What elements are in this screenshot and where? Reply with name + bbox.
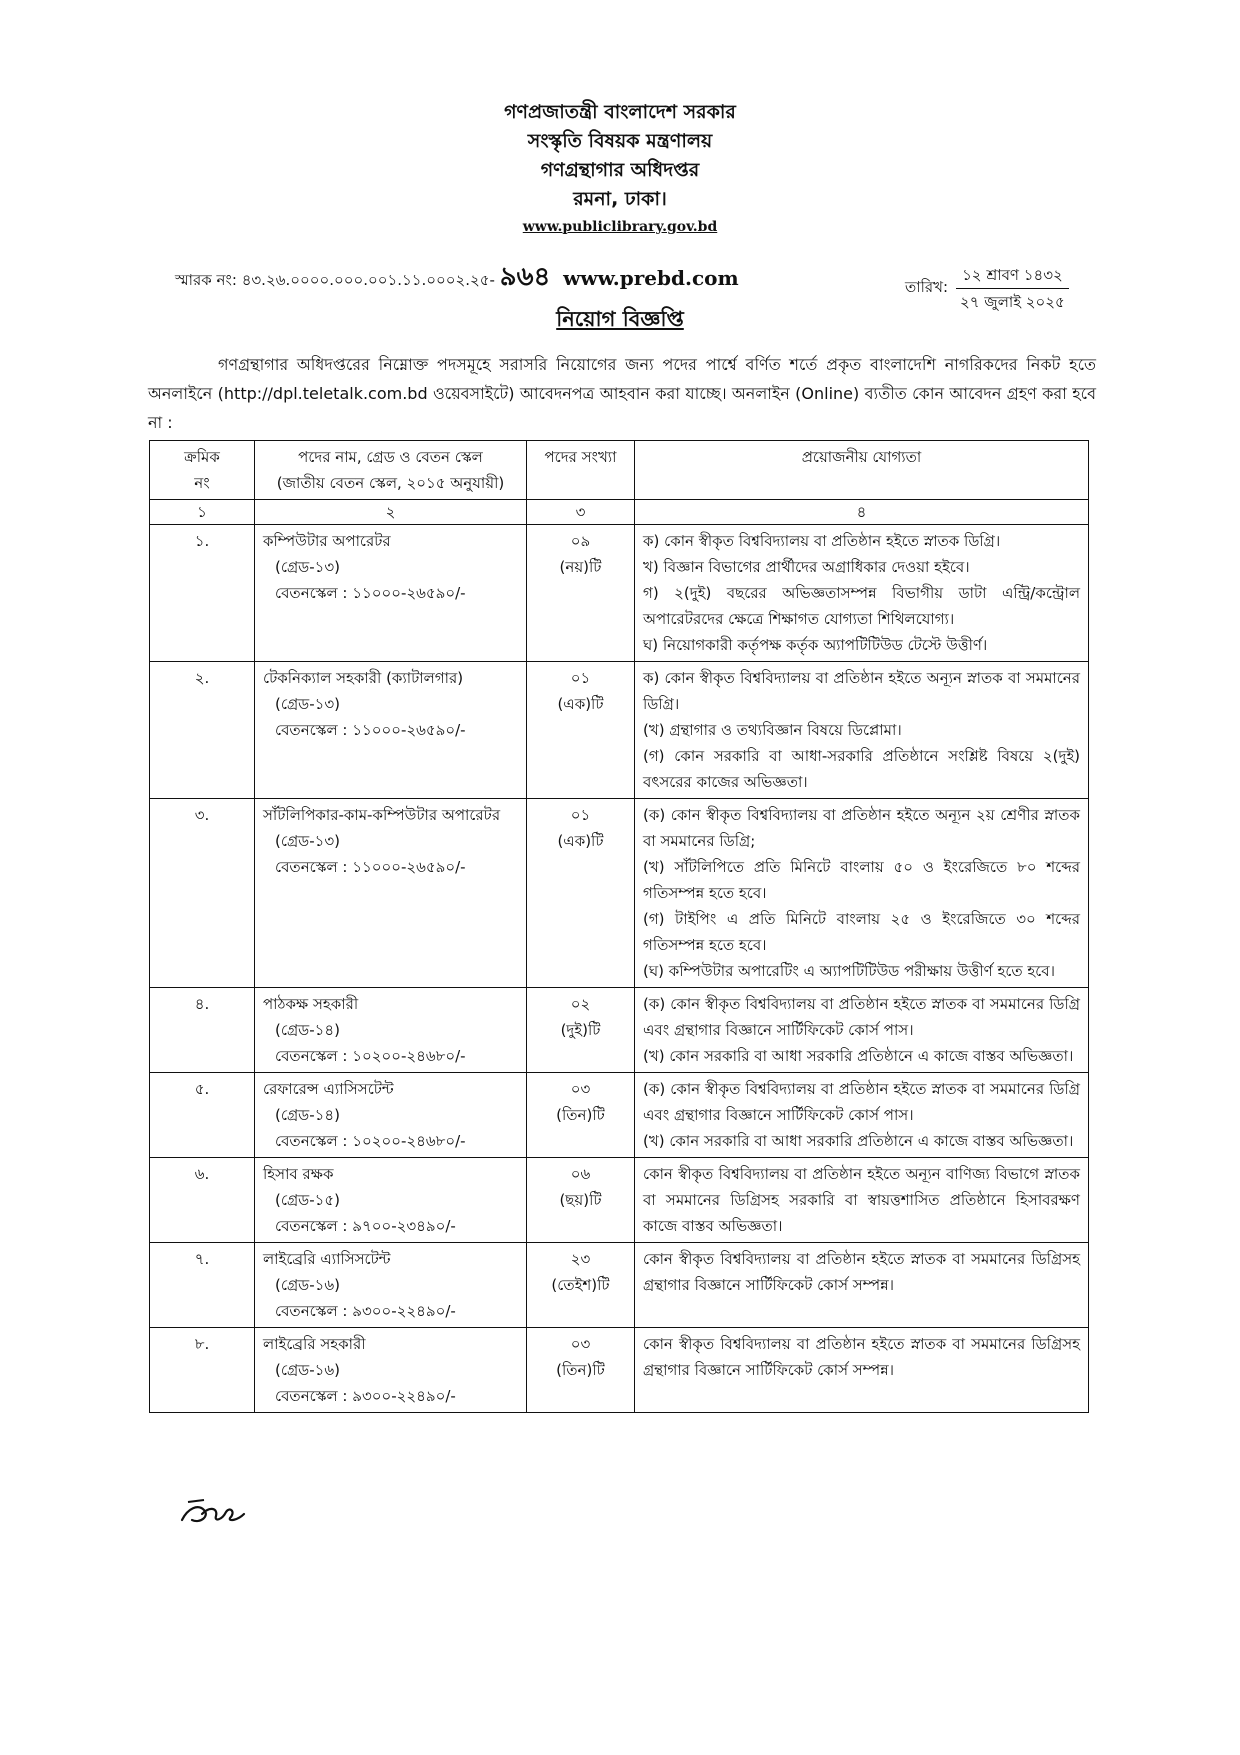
government-name: গণপ্রজাতন্ত্রী বাংলাদেশ সরকার bbox=[504, 101, 736, 123]
column-number: ৩ bbox=[527, 500, 635, 525]
post-name: টেকনিক্যাল সহকারী (ক্যাটালগার) bbox=[263, 669, 464, 687]
post-count: ০১ bbox=[570, 669, 591, 687]
qualification-item: (গ) টাইপিং এ প্রতি মিনিটে বাংলায় ২৫ ও ইংরেজিতে ৩০ শব্দের গতিসম্পন্ন হতে হবে। bbox=[643, 910, 1080, 954]
qualification-item: কোন স্বীকৃত বিশ্ববিদ্যালয় বা প্রতিষ্ঠান হইতে স্নাতক বা সমমানের ডিগ্রিসহ গ্রন্থাগার বিজ্ঞানে সার্টিফিকেট কোর্স সম্পন্ন। bbox=[643, 1250, 1080, 1294]
post-pay-scale: বেতনস্কেল : ১০২০০-২৪৬৮০/- bbox=[275, 1132, 466, 1150]
row-qualification bbox=[635, 525, 1089, 662]
row-serial: ২. bbox=[150, 662, 255, 799]
row-serial: ৮. bbox=[150, 1328, 255, 1413]
row-qualification bbox=[635, 988, 1089, 1073]
table-row bbox=[150, 525, 1089, 662]
post-name: রেফারেন্স এ্যাসিসটেন্ট bbox=[263, 1080, 394, 1098]
post-count: ০৩ bbox=[570, 1080, 591, 1098]
website-link[interactable]: www.publiclibrary.gov.bd bbox=[522, 219, 718, 235]
table-row bbox=[150, 1073, 1089, 1158]
address: রমনা, ঢাকা। bbox=[573, 188, 667, 210]
post-count-words: (নয়)টি bbox=[559, 558, 602, 576]
qualification-item: কোন স্বীকৃত বিশ্ববিদ্যালয় বা প্রতিষ্ঠান হইতে স্নাতক বা সমমানের ডিগ্রিসহ গ্রন্থাগার বিজ্ঞানে সার্টিফিকেট কোর্স সম্পন্ন। bbox=[643, 1335, 1080, 1379]
post-count-words: (এক)টি bbox=[557, 832, 604, 850]
row-qualification bbox=[635, 662, 1089, 799]
post-grade: (গ্রেড-১৬) bbox=[275, 1276, 340, 1294]
row-post bbox=[255, 662, 527, 799]
memo-prefix: স্মারক নং: ৪৩.২৬.০০০০.০০০.০০১.১১.০০০২.২৫- bbox=[175, 271, 495, 289]
post-count-words: (তেইশ)টি bbox=[551, 1276, 610, 1294]
row-count bbox=[527, 1243, 635, 1328]
qualification-item: (ঘ) কম্পিউটার অপারেটিং এ অ্যাপটিটিউড পরীক্ষায় উত্তীর্ণ হতে হবে। bbox=[643, 962, 1056, 980]
header-post: পদের নাম, গ্রেড ও বেতন স্কেল (জাতীয় বেতন স্কেল, ২০১৫ অনুযায়ী) bbox=[255, 441, 527, 500]
post-name: পাঠকক্ষ সহকারী bbox=[263, 995, 359, 1013]
post-count-words: (এক)টি bbox=[557, 695, 604, 713]
qualification-item: (খ) গ্রন্থাগার ও তথ্যবিজ্ঞান বিষয়ে ডিপ্লোমা। bbox=[643, 721, 902, 739]
post-pay-scale: বেতনস্কেল : ৯৭০০-২৩৪৯০/- bbox=[275, 1217, 456, 1235]
row-count bbox=[527, 662, 635, 799]
qualification-item: (খ) কোন সরকারি বা আধা সরকারি প্রতিষ্ঠানে এ কাজে বাস্তব অভিজ্ঞতা। bbox=[643, 1047, 1074, 1065]
row-serial: ৬. bbox=[150, 1158, 255, 1243]
row-serial: ১. bbox=[150, 525, 255, 662]
row-count bbox=[527, 1328, 635, 1413]
row-qualification bbox=[635, 1328, 1089, 1413]
table-row bbox=[150, 1243, 1089, 1328]
qualification-item: গ) ২(দুই) বছরের অভিজ্ঞতাসম্পন্ন বিভাগীয় ডাটা এন্ট্রি/কন্ট্রোল অপারেটরদের ক্ষেত্রে শিক্ষাগত যোগ্যতা শিথিলযোগ্য। bbox=[643, 584, 1080, 628]
post-count-words: (ছয়)টি bbox=[559, 1191, 602, 1209]
row-serial: ৪. bbox=[150, 988, 255, 1073]
table-row bbox=[150, 1328, 1089, 1413]
table-row bbox=[150, 799, 1089, 988]
row-count bbox=[527, 1158, 635, 1243]
column-number: ৪ bbox=[635, 500, 1089, 525]
letterhead bbox=[0, 98, 1240, 240]
memo-handwritten-number: ৯৬৪ bbox=[499, 262, 551, 292]
header-serial: ক্রমিক নং bbox=[150, 441, 255, 500]
notice-title-text: নিয়োগ বিজ্ঞপ্তি bbox=[556, 307, 684, 331]
post-grade: (গ্রেড-১৫) bbox=[275, 1191, 340, 1209]
post-grade: (গ্রেড-১৬) bbox=[275, 1361, 340, 1379]
column-number: ১ bbox=[150, 500, 255, 525]
notice-title bbox=[0, 303, 1240, 338]
row-post bbox=[255, 1328, 527, 1413]
post-name: হিসাব রক্ষক bbox=[263, 1165, 334, 1183]
header-qualification: প্রয়োজনীয় যোগ্যতা bbox=[635, 441, 1089, 500]
row-count bbox=[527, 799, 635, 988]
post-count: ০৬ bbox=[570, 1165, 591, 1183]
ministry-name: সংস্কৃতি বিষয়ক মন্ত্রণালয় bbox=[527, 130, 713, 152]
qualification-item: ক) কোন স্বীকৃত বিশ্ববিদ্যালয় বা প্রতিষ্ঠান হইতে স্নাতক ডিগ্রি। bbox=[643, 532, 1001, 550]
row-count bbox=[527, 525, 635, 662]
post-count: ২৩ bbox=[570, 1250, 591, 1268]
qualification-item: (ক) কোন স্বীকৃত বিশ্ববিদ্যালয় বা প্রতিষ্ঠান হইতে স্নাতক বা সমমানের ডিগ্রি এবং গ্রন্থাগার বিজ্ঞানে সার্টিফিকেট কোর্স পাস। bbox=[643, 1080, 1080, 1124]
row-post bbox=[255, 1243, 527, 1328]
post-grade: (গ্রেড-১৩) bbox=[275, 832, 340, 850]
post-pay-scale: বেতনস্কেল : ৯৩০০-২২৪৯০/- bbox=[275, 1302, 456, 1320]
row-qualification bbox=[635, 1243, 1089, 1328]
signature-icon bbox=[178, 1490, 248, 1530]
qualification-item: ঘ) নিয়োগকারী কর্তৃপক্ষ কর্তৃক অ্যাপটিটিউড টেস্টে উত্তীর্ণ। bbox=[643, 636, 988, 654]
intro-paragraph: গণগ্রন্থাগার অধিদপ্তরের নিম্নোক্ত পদসমূহে সরাসরি নিয়োগের জন্য পদের পার্শ্বে বর্ণিত শর্তে প্রকৃত বাংলাদেশি নাগরিকদের নিকট হতে অনলাইনে (http://dpl.teletalk.com.bd ওয়েবসাইটে) আবেদনপত্র আহবান করা যাচ্ছে। অনলাইন (Online) ব্যতীত কোন আবেদন গ্রহণ করা হবে না : bbox=[148, 355, 1096, 432]
post-count: ০৯ bbox=[570, 532, 591, 550]
qualification-item: (গ) কোন সরকারি বা আধা-সরকারি প্রতিষ্ঠানে সংশ্লিষ্ট বিষয়ে ২(দুই) বৎসরের কাজের অভিজ্ঞতা। bbox=[643, 747, 1080, 791]
post-grade: (গ্রেড-১৪) bbox=[275, 1021, 340, 1039]
row-post bbox=[255, 1158, 527, 1243]
qualification-item: (খ) সাঁটলিপিতে প্রতি মিনিটে বাংলায় ৫০ ও ইংরেজিতে ৮০ শব্দের গতিসম্পন্ন হতে হবে। bbox=[643, 858, 1080, 902]
post-grade: (গ্রেড-১৩) bbox=[275, 695, 340, 713]
post-name: লাইব্রেরি সহকারী bbox=[263, 1335, 366, 1353]
date-bangla: ১২ শ্রাবণ ১৪৩২ bbox=[956, 262, 1069, 289]
post-pay-scale: বেতনস্কেল : ১০২০০-২৪৬৮০/- bbox=[275, 1047, 466, 1065]
post-count: ০২ bbox=[570, 995, 591, 1013]
table-row bbox=[150, 1158, 1089, 1243]
row-post bbox=[255, 799, 527, 988]
post-pay-scale: বেতনস্কেল : ১১০০০-২৬৫৯০/- bbox=[275, 584, 466, 602]
row-post bbox=[255, 988, 527, 1073]
post-name: কম্পিউটার অপারেটর bbox=[263, 532, 391, 550]
row-post bbox=[255, 525, 527, 662]
qualification-item: কোন স্বীকৃত বিশ্ববিদ্যালয় বা প্রতিষ্ঠান হইতে অন্যূন বাণিজ্য বিভাগে স্নাতক বা সমমানের ডিগ্রিসহ সরকারি বা স্বায়ত্তশাসিত প্রতিষ্ঠানে হিসাবরক্ষণ কাজে বাস্তব অভিজ্ঞতা। bbox=[643, 1165, 1080, 1235]
row-serial: ৫. bbox=[150, 1073, 255, 1158]
posts-table bbox=[149, 440, 1089, 1413]
qualification-item: ক) কোন স্বীকৃত বিশ্ববিদ্যালয় বা প্রতিষ্ঠান হইতে অন্যূন স্নাতক বা সমমানের ডিগ্রি। bbox=[643, 669, 1080, 713]
column-number-row bbox=[150, 500, 1089, 525]
post-name: সাঁটলিপিকার-কাম-কম্পিউটার অপারেটর bbox=[263, 806, 501, 824]
post-pay-scale: বেতনস্কেল : ১১০০০-২৬৫৯০/- bbox=[275, 721, 466, 739]
table-header-row bbox=[150, 441, 1089, 500]
post-name: লাইব্রেরি এ্যাসিসটেন্ট bbox=[263, 1250, 391, 1268]
table-row bbox=[150, 662, 1089, 799]
post-count: ০৩ bbox=[570, 1335, 591, 1353]
post-count-words: (দুই)টি bbox=[560, 1021, 601, 1039]
row-qualification bbox=[635, 1073, 1089, 1158]
post-grade: (গ্রেড-১৩) bbox=[275, 558, 340, 576]
post-count-words: (তিন)টি bbox=[556, 1106, 605, 1124]
table-row bbox=[150, 988, 1089, 1073]
post-pay-scale: বেতনস্কেল : ৯৩০০-২২৪৯০/- bbox=[275, 1387, 456, 1405]
qualification-item: খ) বিজ্ঞান বিভাগের প্রার্থীদের অগ্রাধিকার দেওয়া হইবে। bbox=[643, 558, 970, 576]
date-label: তারিখ: bbox=[905, 278, 949, 296]
post-count-words: (তিন)টি bbox=[556, 1361, 605, 1379]
post-grade: (গ্রেড-১৪) bbox=[275, 1106, 340, 1124]
row-qualification bbox=[635, 1158, 1089, 1243]
row-qualification bbox=[635, 799, 1089, 988]
memo-number bbox=[175, 256, 739, 300]
watermark-site: www.prebd.com bbox=[563, 266, 739, 290]
date-english: ২৭ জুলাই ২০২৫ bbox=[960, 293, 1065, 311]
department-name: গণগ্রন্থাগার অধিদপ্তর bbox=[540, 159, 700, 181]
qualification-item: (ক) কোন স্বীকৃত বিশ্ববিদ্যালয় বা প্রতিষ্ঠান হইতে স্নাতক বা সমমানের ডিগ্রি এবং গ্রন্থাগার বিজ্ঞানে সার্টিফিকেট কোর্স পাস। bbox=[643, 995, 1080, 1039]
row-serial: ৩. bbox=[150, 799, 255, 988]
row-count bbox=[527, 1073, 635, 1158]
post-pay-scale: বেতনস্কেল : ১১০০০-২৬৫৯০/- bbox=[275, 858, 466, 876]
row-serial: ৭. bbox=[150, 1243, 255, 1328]
qualification-item: (ক) কোন স্বীকৃত বিশ্ববিদ্যালয় বা প্রতিষ্ঠান হইতে অন্যূন ২য় শ্রেণীর স্নাতক বা সমমানের ডিগ্রি; bbox=[643, 806, 1080, 850]
row-count bbox=[527, 988, 635, 1073]
post-count: ০১ bbox=[570, 806, 591, 824]
column-number: ২ bbox=[255, 500, 527, 525]
header-count: পদের সংখ্যা bbox=[527, 441, 635, 500]
qualification-item: (খ) কোন সরকারি বা আধা সরকারি প্রতিষ্ঠানে এ কাজে বাস্তব অভিজ্ঞতা। bbox=[643, 1132, 1074, 1150]
row-post bbox=[255, 1073, 527, 1158]
